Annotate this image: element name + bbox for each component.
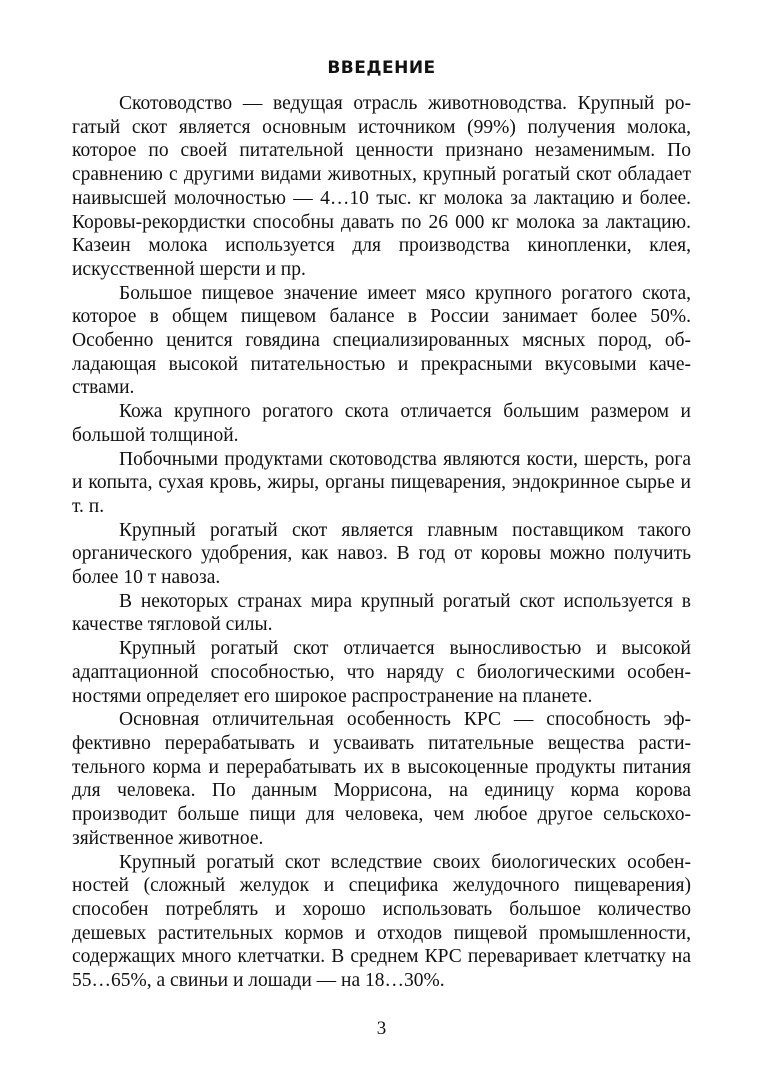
paragraph-5: Крупный рогатый скот является главным поставщиком такого органического удобрения, как навоз. В год от коровы можно получить более 10 т навоза. <box>72 519 691 589</box>
paragraph-1: Скотоводство — ведущая отрасль животноводства. Крупный рогатый скот является основным источником (99%) получения молока, которое по своей питательной ценности признано незаменимым. По сравнению с другими видами животных, крупный рогатый скот обладает наивысшей молочностью — 4…10 тыс. кг молока за лактацию и более. Коровы-рекордистки способны давать по 26 000 кг молока за лактацию. Казеин молока используется для производства кинопленки, клея, искусственной шерсти и пр. <box>72 93 691 280</box>
paragraph-8: Основная отличительная особенность КРС — способность эффективно перерабатывать и усваивать питательные вещества растительного корма и перерабатывать их в высокоценные продукты питания для человека. По данным Моррисона, на единицу корма корова производит больше пищи для человека, чем любое другое сельскохозяйственное животное. <box>72 709 691 849</box>
paragraph-4: Побочными продуктами скотоводства являются кости, шерсть, рога и копыта, сухая кровь, жиры, органы пищеварения, эндокринное сырье и т. п. <box>72 448 691 517</box>
paragraph-7: Крупный рогатый скот отличается выносливостью и высокой адаптационной способностью, что наряду с биологическими особенностями определяет его широкое распространение на планете. <box>72 638 691 707</box>
paragraph-6: В некоторых странах мира крупный рогатый скот используется в качестве тягловой силы. <box>72 590 691 636</box>
paragraph-3: Кожа крупного рогатого скота отличается большим размером и большой толщиной. <box>72 401 691 446</box>
body-text <box>72 92 691 993</box>
chapter-heading: ВВЕДЕНИЕ <box>327 58 436 78</box>
paragraph-9: Крупный рогатый скот вследствие своих биологических особенностей (сложный желудок и специфика желудочного пищеварения) способен потреблять и хорошо использовать большое количество дешевых растительных кормов и отходов пищевой промышленности, содержащих много клетчатки. В среднем КРС переваривает клетчатку на 55…65%, а свиньи и лошади — на 18…30%. <box>72 851 691 992</box>
paragraph-2: Большое пищевое значение имеет мясо крупного рогатого скота, которое в общем пищевом балансе в России занимает более 50%. Особенно ценится говядина специализированных мясных пород, обладающая высокой питательностью и прекрасными вкусовыми качествами. <box>72 282 691 399</box>
page-number: 3 <box>376 1018 387 1039</box>
